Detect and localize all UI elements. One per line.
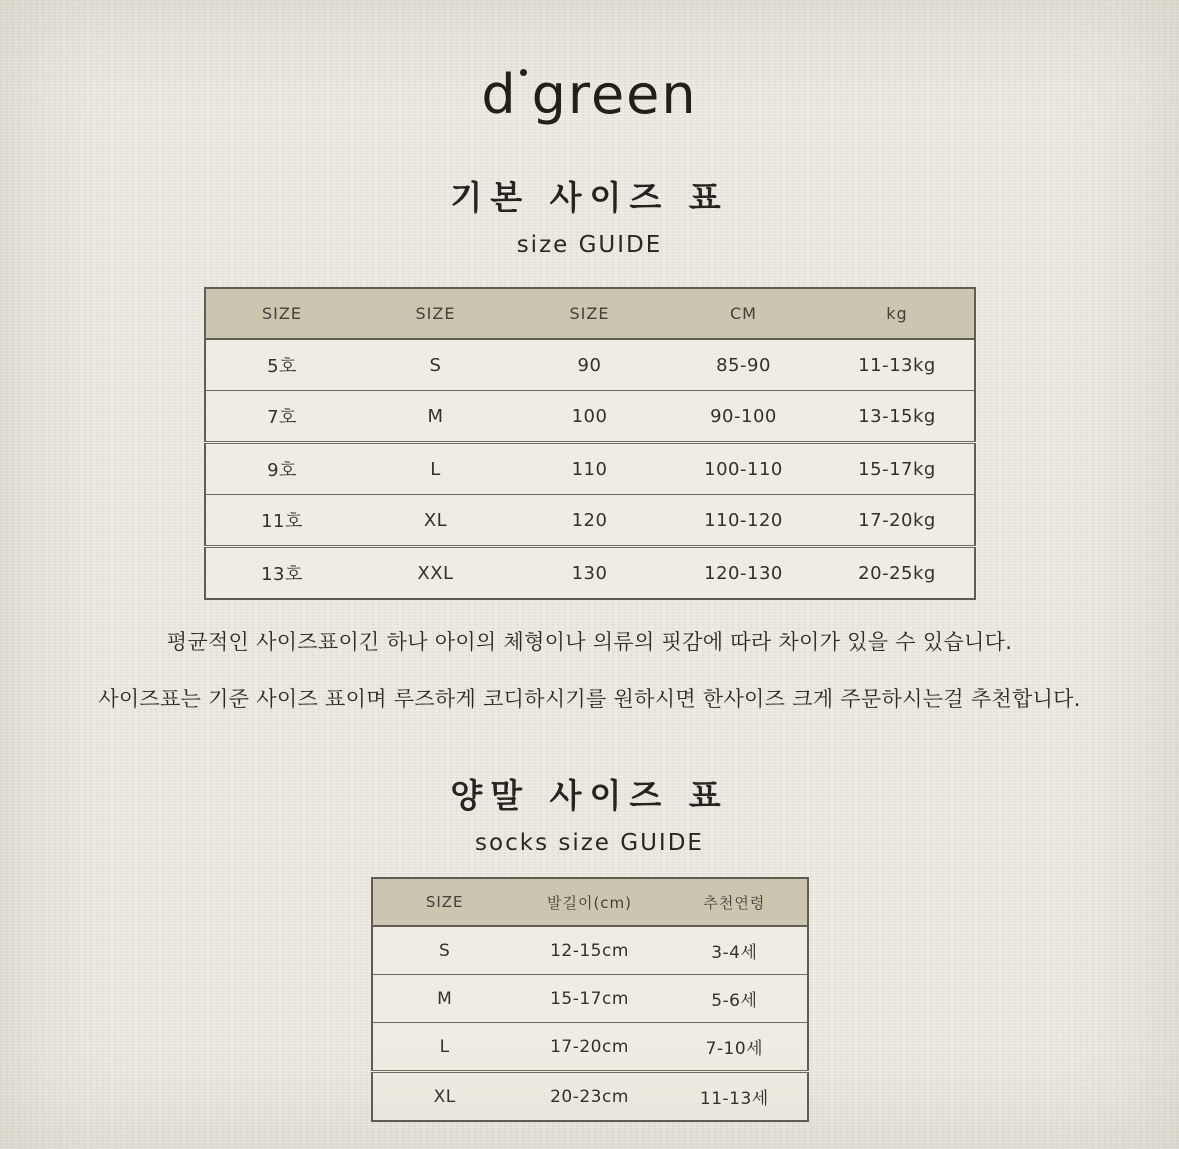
- table-cell: 17-20cm: [517, 1023, 662, 1072]
- table-cell: 13-15kg: [821, 391, 975, 443]
- table-cell: 3-4세: [711, 943, 758, 963]
- table-cell: 90-100: [667, 391, 821, 443]
- table-cell: M: [372, 975, 517, 1023]
- logo-text-green: green: [531, 63, 698, 126]
- table-cell: 110-120: [667, 495, 821, 547]
- table-cell: 7-10세: [662, 1023, 807, 1072]
- table-cell: 9호: [205, 443, 359, 495]
- table-cell: 120: [513, 495, 667, 547]
- table-cell: 7호: [205, 391, 359, 443]
- table-cell: 15-17cm: [517, 975, 662, 1023]
- table-row: [205, 495, 975, 547]
- table-cell: 20-25kg: [821, 547, 975, 600]
- column-header: SIZE: [205, 288, 359, 339]
- table-cell: 15-17kg: [821, 443, 975, 495]
- socks-size-subtitle: socks size GUIDE: [475, 830, 704, 856]
- table-row: [205, 391, 975, 443]
- main-size-title: 기본 사이즈 표: [450, 178, 729, 217]
- main-size-section: [0, 172, 1179, 713]
- column-header: SIZE: [359, 288, 513, 339]
- table-cell: 90: [577, 354, 602, 376]
- logo-text-d: d: [481, 63, 518, 126]
- table-cell: XXL: [359, 547, 513, 600]
- table-cell: 13호: [205, 547, 359, 600]
- socks-size-title: 양말 사이즈 표: [450, 776, 729, 815]
- table-cell: L: [359, 443, 513, 495]
- table-cell: 11호: [205, 495, 359, 547]
- table-cell: 12-15cm: [550, 940, 629, 961]
- brand-logo: [0, 0, 1179, 126]
- table-cell: 11-13세: [662, 1072, 807, 1122]
- table-row: [372, 1072, 808, 1122]
- table-row: [372, 926, 808, 975]
- table-row: [372, 1023, 808, 1072]
- table-cell: 110: [513, 443, 667, 495]
- table-row: [372, 975, 808, 1023]
- size-note-1: 평균적인 사이즈표이긴 하나 아이의 체형이나 의류의 핏감에 따라 차이가 있을 수 있습니다.: [166, 630, 1013, 654]
- table-cell: S: [439, 940, 451, 961]
- table-cell: 20-23cm: [517, 1072, 662, 1122]
- table-cell: 17-20kg: [821, 495, 975, 547]
- table-cell: 100-110: [667, 443, 821, 495]
- table-row: [205, 547, 975, 600]
- table-header-row: [372, 878, 808, 926]
- table-cell: 85-90: [716, 354, 771, 376]
- table-cell: S: [429, 354, 442, 376]
- main-size-table: [204, 287, 976, 600]
- column-header: SIZE: [372, 878, 517, 926]
- table-cell: L: [372, 1023, 517, 1072]
- table-cell: 120-130: [667, 547, 821, 600]
- table-cell: 100: [513, 391, 667, 443]
- column-header: 발길이(cm): [517, 878, 662, 926]
- column-header: kg: [821, 288, 975, 339]
- main-size-subtitle: size GUIDE: [516, 232, 663, 258]
- table-cell: 5호: [267, 356, 297, 377]
- socks-size-table: [371, 877, 809, 1122]
- table-row: [205, 339, 975, 391]
- table-cell: M: [359, 391, 513, 443]
- table-header-row: [205, 288, 975, 339]
- column-header: 추천연령: [662, 878, 807, 926]
- size-note-2: 사이즈표는 기준 사이즈 표이며 루즈하게 코디하시기를 원하시면 한사이즈 크게 주문하시는걸 추천합니다.: [98, 687, 1081, 711]
- logo-apostrophe-dot-icon: [520, 69, 527, 76]
- table-row: [205, 443, 975, 495]
- table-cell: 130: [513, 547, 667, 600]
- socks-size-section: [0, 770, 1179, 1122]
- table-cell: 5-6세: [662, 975, 807, 1023]
- column-header: CM: [667, 288, 821, 339]
- table-cell: XL: [359, 495, 513, 547]
- table-cell: 11-13kg: [858, 354, 936, 376]
- column-header: SIZE: [513, 288, 667, 339]
- table-cell: XL: [372, 1072, 517, 1122]
